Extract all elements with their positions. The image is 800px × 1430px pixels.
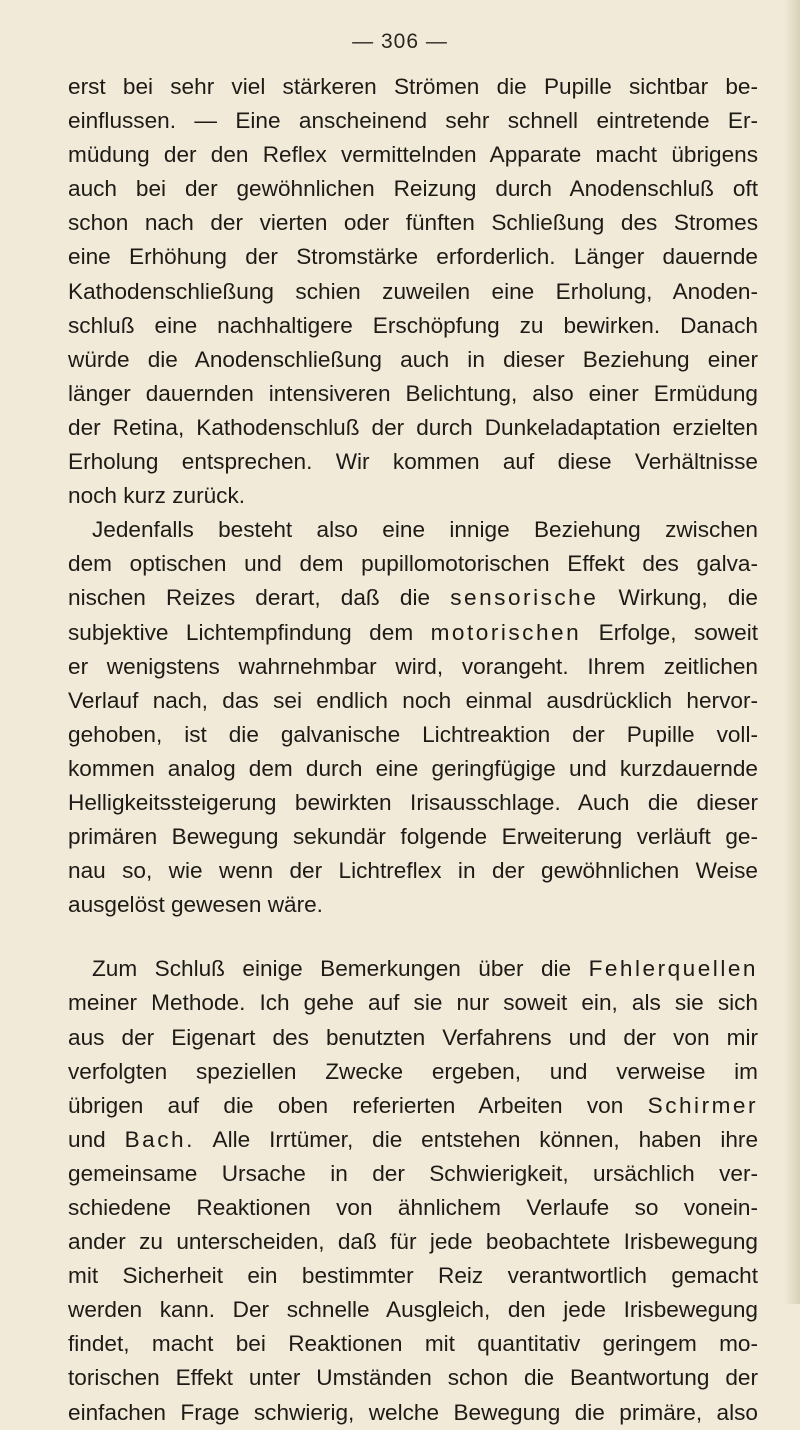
text-line: Helligkeitssteigerung bewirkten Irisausschlage. Auch die dieser (68, 789, 758, 815)
text-line: der Retina, Kathodenschluß der durch Dunkeladaptation erzielten (68, 414, 758, 440)
text-line: gehoben, ist die galvanische Lichtreaktion der Pupille voll- (68, 721, 758, 747)
text-segment: Zum Schluß einige Bemerkungen über die (92, 956, 572, 982)
text-line: schiedene Reaktionen von ähnlichem Verlaufe so vonein- (68, 1195, 758, 1220)
text-line: verfolgten speziellen Zwecke ergeben, und verweise im (68, 1058, 758, 1084)
text-line: primären Bewegung sekundär folgende Erweiterung verläuft ge- (68, 824, 758, 850)
text-segment: Erfolge, soweit (598, 619, 759, 645)
text-line: Kathodenschließung schien zuweilen eine Erholung, Anoden- (68, 278, 758, 304)
text-segment: Alle Irrtümer, die entstehen können, haben ihre (212, 1126, 759, 1152)
body-text (68, 70, 758, 1430)
author-name: Bach. (124, 1126, 195, 1152)
text-line: aus der Eigenart des benutzten Verfahrens und der von mir (68, 1024, 758, 1050)
text-line: Verlauf nach, das sei endlich noch einmal ausdrücklich hervor- (68, 687, 758, 713)
emphasized-term: motorischen (430, 619, 582, 645)
text-line (68, 1123, 758, 1157)
text-line: ander zu unterscheiden, daß für jede beobachtete Irisbewegung (68, 1229, 758, 1255)
text-line: dem optischen und dem pupillomotorischen Effekt des galva- (68, 551, 758, 577)
text-line: schluß eine nachhaltigere Erschöpfung zu bewirken. Danach (68, 312, 758, 338)
text-line: torischen Effekt unter Umständen schon die Beantwortung der (68, 1365, 758, 1391)
text-segment: subjektive Lichtempfindung dem (68, 619, 414, 645)
text-line: nau so, wie wenn der Lichtreflex in der gewöhnlichen Weise (68, 858, 758, 884)
paragraph-1 (68, 70, 758, 513)
page-number: — 306 — (352, 30, 448, 53)
text-line: eine Erhöhung der Stromstärke erforderlich. Länger dauernde (68, 244, 758, 270)
author-name: Schirmer (647, 1092, 759, 1118)
text-line: gemeinsame Ursache in der Schwierigkeit, ursächlich ver- (68, 1160, 758, 1186)
text-line: findet, macht bei Reaktionen mit quantitativ geringem mo- (68, 1331, 758, 1357)
emphasized-term: Fehlerquellen (588, 956, 758, 982)
text-line: mit Sicherheit ein bestimmter Reiz verantwortlich gemacht (68, 1263, 758, 1289)
text-segment: nischen Reizes derart, daß die (68, 585, 431, 611)
text-line: meiner Methode. Ich gehe auf sie nur soweit ein, als sie sich (68, 990, 758, 1016)
text-line: müdung der den Reflex vermittelnden Apparate macht übrigens (68, 142, 758, 168)
text-line: werden kann. Der schnelle Ausgleich, den jede Irisbewegung (68, 1297, 758, 1323)
emphasized-term: sensorische (450, 585, 599, 611)
text-line: würde die Anodenschließung auch in dieser Beziehung einer (68, 346, 758, 372)
text-line: er wenigstens wahrnehmbar wird, vorangeht. Ihrem zeitlichen (68, 653, 758, 679)
text-segment: übrigen auf die oben referierten Arbeiten von (68, 1092, 624, 1118)
text-line: noch kurz zurück. (68, 483, 246, 509)
text-line: schon nach der vierten oder fünften Schließung des Stromes (68, 210, 758, 236)
paragraph-2 (68, 513, 758, 922)
text-segment: Wirkung, die (618, 585, 758, 611)
paragraph-3 (68, 952, 758, 1429)
text-line: ausgelöst gewesen wäre. (68, 892, 323, 918)
text-line (68, 616, 758, 650)
text-line (68, 581, 758, 615)
text-line: Jedenfalls besteht also eine innige Beziehung zwischen (92, 517, 758, 543)
text-line: einflussen. — Eine anscheinend sehr schnell eintretende Er- (68, 108, 758, 134)
text-line: Erholung entsprechen. Wir kommen auf diese Verhältnisse (68, 449, 758, 475)
text-line (68, 952, 758, 986)
text-line: auch bei der gewöhnlichen Reizung durch Anodenschluß oft (68, 176, 758, 202)
text-line (68, 1089, 758, 1123)
text-line: länger dauernden intensiveren Belichtung, also einer Ermüdung (68, 380, 758, 406)
page-edge-shadow (784, 0, 800, 1304)
text-line: kommen analog dem durch eine geringfügige und kurzdauernde (68, 755, 758, 781)
paragraph-gap (68, 922, 758, 952)
text-segment: und (68, 1126, 106, 1152)
text-line: einfachen Frage schwierig, welche Bewegung die primäre, also (68, 1399, 758, 1425)
text-line: erst bei sehr viel stärkeren Strömen die Pupille sichtbar be- (68, 74, 758, 99)
